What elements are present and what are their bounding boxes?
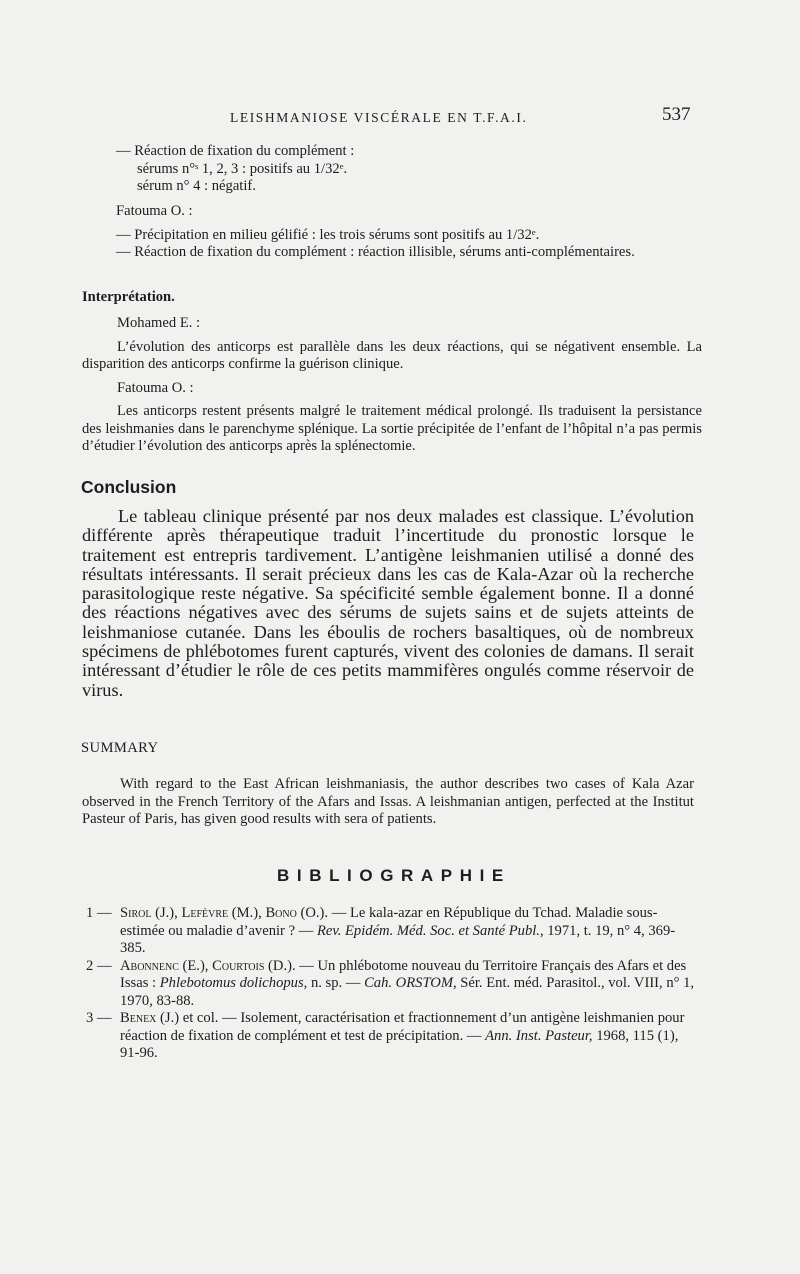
conclusion-section [82, 507, 694, 700]
entry-number: 3 — [86, 1010, 112, 1026]
entry-number: 2 — [86, 957, 112, 974]
summary-section [82, 776, 694, 829]
interpretation-paragraph: Les anticorps restent présents malgré le traitement médical prolongé. Ils traduisent la persistance des leishmanies dans le parenchyme splénique. La sortie précipitée de l’enfant de l’hôpital n’a pas permis d’étudier l’évolution des anticorps après la splénectomie. [82, 403, 702, 454]
entry-text: — Le kala-azar en République du Tchad. Maladie sous-estimée ou maladie d’avenir ? — [120, 905, 658, 939]
result-item: — Précipitation en milieu gélifié : les trois sérums sont positifs au 1/32ᵉ. [116, 226, 540, 243]
patient-name: Mohamed E. : [117, 315, 201, 331]
author-initials: (D.). [264, 957, 296, 974]
author-name: Bono [265, 905, 297, 921]
entry-number: 1 — [86, 905, 112, 921]
species-name: Phlebotomus dolichopus, [159, 975, 308, 991]
running-title: LEISHMANIOSE VISCÉRALE EN T.F.A.I. [230, 110, 528, 125]
interpretation-heading: Interprétation. [82, 289, 175, 305]
bibliography-list [86, 905, 698, 1063]
entry-text: — Un phlébotome nouveau du Territoire Français des Afars et des Issas : [120, 957, 687, 991]
author-name: Benex [120, 1010, 157, 1026]
conclusion-heading: Conclusion [81, 477, 177, 497]
mohamed-results [116, 143, 686, 196]
bibliography-entry [86, 1010, 698, 1063]
result-line: sérum n° 4 : négatif. [137, 178, 256, 194]
author-initials: (J.) et col. [156, 1010, 219, 1026]
summary-heading: SUMMARY [81, 740, 159, 756]
bibliography-heading: BIBLIOGRAPHIE [277, 866, 511, 885]
entry-text: — Isolement, caractérisation et fractionnement d’un antigène leishmanien pour réaction de fixation de complément et test de précipitation. — [120, 1010, 685, 1044]
summary-paragraph: With regard to the East African leishmaniasis, the author describes two cases of Kala Azar observed in the French Territory of the Afars and Issas. A leishmanian antigen, perfected at the Institut Pasteur of Paris, has given good results with sera of patients. [82, 776, 694, 827]
fatouma-results [116, 203, 706, 262]
journal-title: Rev. Epidém. Méd. Soc. et Santé Publ., [316, 922, 544, 939]
interpretation-section [82, 315, 702, 456]
journal-title: Ann. Inst. Pasteur, [485, 1027, 593, 1044]
entry-text: n. sp. — [307, 975, 365, 991]
author-initials: (J.), [151, 905, 182, 921]
entry-text: 1968, 115 (1), 91-96. [120, 1027, 679, 1061]
journal-title: Cah. ORSTOM, [364, 975, 457, 991]
author-name: Lefèvre [181, 905, 229, 921]
result-line: sérums n°ˢ 1, 2, 3 : positifs au 1/32ᵉ. [137, 160, 348, 177]
author-name: Courtois [212, 957, 265, 974]
interpretation-paragraph: L’évolution des anticorps est parallèle dans les deux réactions, qui se négativent ensemble. La disparition des anticorps confirme la guérison clinique. [82, 338, 702, 372]
entry-text: Sér. Ent. méd. Parasitol., vol. VIII, n° 1, 1970, 83-88. [120, 975, 695, 1009]
author-initials: (E.), [178, 957, 213, 974]
result-line: — Réaction de fixation du complément : [116, 143, 355, 159]
bibliography-entry [86, 905, 698, 958]
author-initials: (M.), [228, 905, 266, 921]
author-initials: (O.). [296, 905, 329, 921]
result-item: — Réaction de fixation du complément : réaction illisible, sérums anti-complémentaires. [116, 244, 635, 260]
conclusion-paragraph: Le tableau clinique présenté par nos deux malades est classique. L’évolution différente après thérapeutique traduit l’incertitude du pronostic lorsque le traitement est entrepris tardivement. L’antigène leishmanien utilisé a donné des résultats intéressants. Il serait précieux dans les cas de Kala-Azar où la recherche parasitologique reste négative. Sa spécificité semble également bonne. Il a donné des réactions négatives avec des sérums de sujets sains et de sujets atteints de leishmaniose cutanée. Dans les éboulis de rochers basaltiques, où de nombreux spécimens de phlébotomes furent capturés, vivent des colonies de damans. Il serait intéressant d’étudier le rôle de ces petits mammifères ongulés comme réservoir de virus. [82, 506, 694, 700]
page-number: 537 [662, 104, 691, 125]
bibliography-entry [86, 958, 698, 1011]
patient-name: Fatouma O. : [116, 203, 193, 219]
entry-text: 1971, t. 19, n° 4, 369-385. [120, 922, 676, 956]
patient-name: Fatouma O. : [117, 379, 194, 396]
author-name: Abonnenc [120, 957, 179, 974]
page-header [0, 104, 800, 134]
author-name: Sirol [120, 905, 152, 921]
